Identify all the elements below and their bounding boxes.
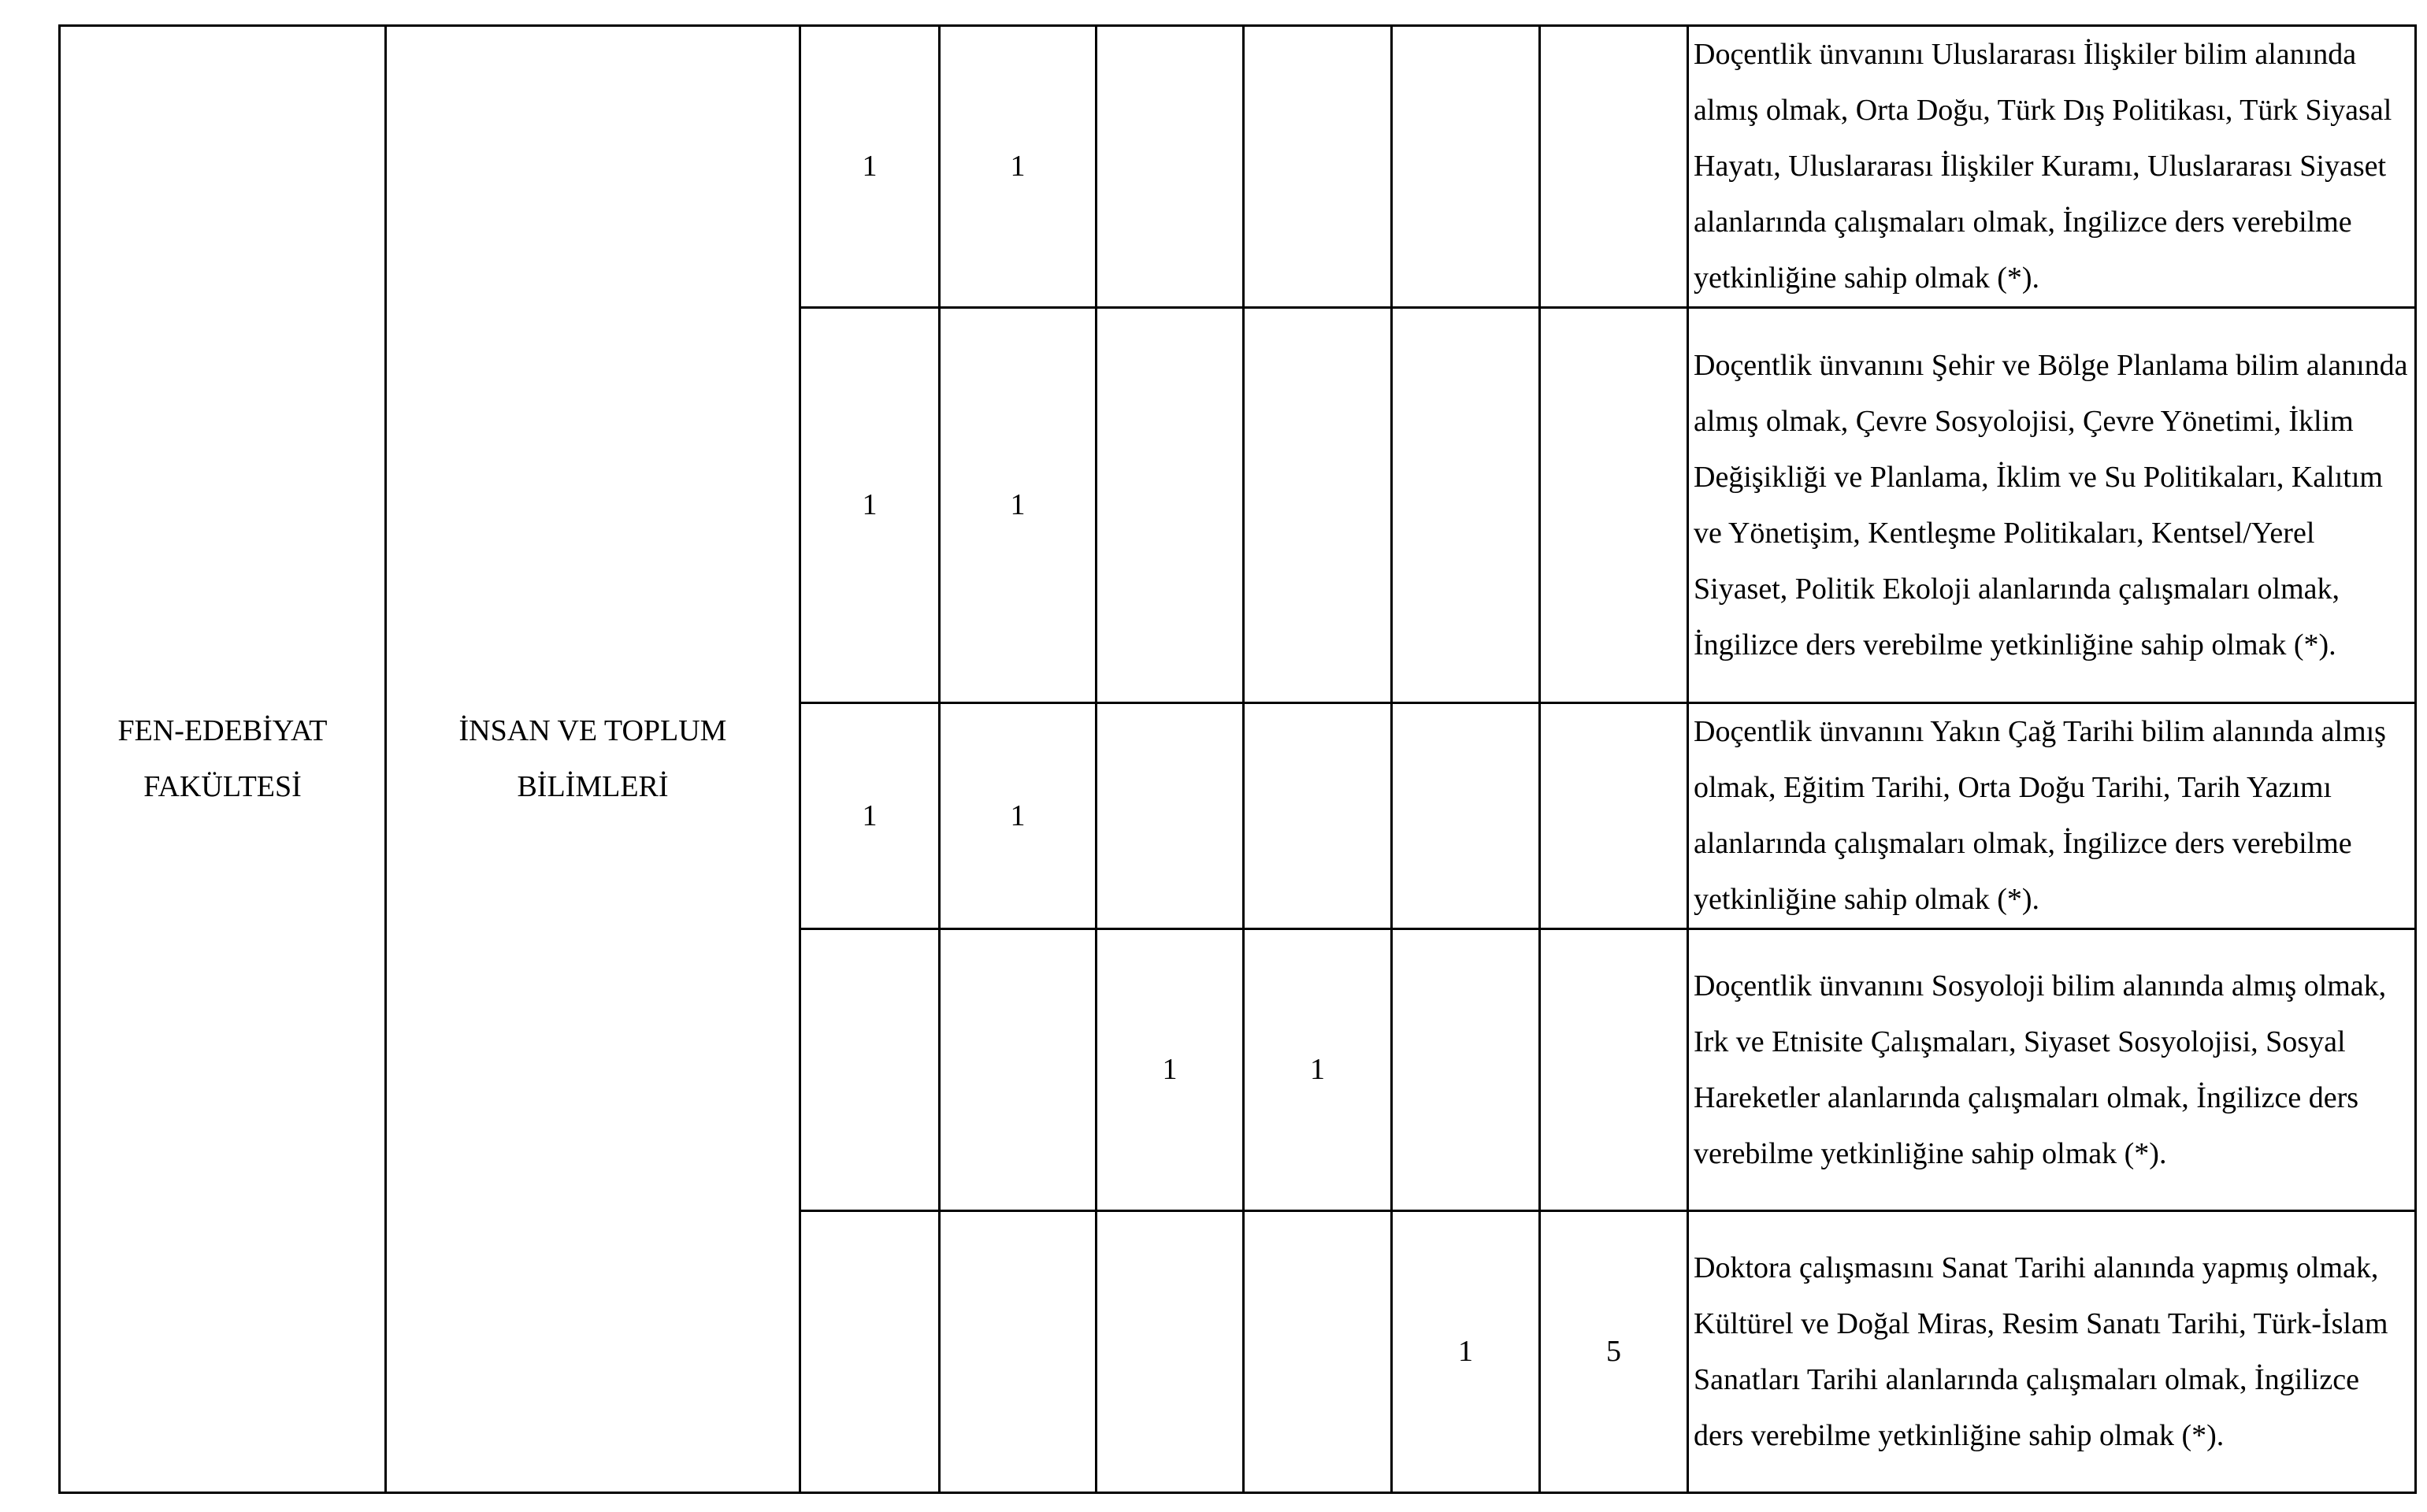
count-cell xyxy=(940,929,1097,1211)
count-cell xyxy=(1244,26,1392,308)
count-cell: 1 xyxy=(1392,1211,1540,1493)
count-cell xyxy=(1540,308,1688,703)
count-cell xyxy=(1097,26,1244,308)
department-name: İNSAN VE TOPLUM BİLİMLERİ xyxy=(458,714,727,803)
requirement-description: Doktora çalışmasını Sanat Tarihi alanında yapmış olmak, Kültürel ve Doğal Miras, Resim Sanatı Tarihi, Türk-İslam Sanatları Tarihi alanlarında çalışmaları olmak, İngilizce ders verebilme yetkinliğine sahip olmak (*). xyxy=(1688,1211,2416,1493)
count-cell xyxy=(1097,1211,1244,1493)
count-cell xyxy=(1540,929,1688,1211)
table-row xyxy=(60,26,2416,308)
count-cell: 1 xyxy=(1244,929,1392,1211)
positions-table xyxy=(58,24,2417,1494)
count-cell: 1 xyxy=(1097,929,1244,1211)
count-cell: 1 xyxy=(940,308,1097,703)
count-cell xyxy=(1392,929,1540,1211)
faculty-cell xyxy=(60,26,386,1493)
count-cell xyxy=(1244,1211,1392,1493)
count-cell: 1 xyxy=(800,703,940,929)
count-cell xyxy=(1392,703,1540,929)
count-cell: 5 xyxy=(1540,1211,1688,1493)
count-cell xyxy=(1540,26,1688,308)
requirement-description: Doçentlik ünvanını Şehir ve Bölge Planlama bilim alanında almış olmak, Çevre Sosyolojisi, Çevre Yönetimi, İklim Değişikliği ve Planlama, İklim ve Su Politikaları, Kalıtım ve Yönetişim, Kentleşme Politikaları, Kentsel/Yerel Siyaset, Politik Ekoloji alanlarında çalışmaları olmak, İngilizce ders verebilme yetkinliğine sahip olmak (*). xyxy=(1688,308,2416,703)
requirement-description: Doçentlik ünvanını Sosyoloji bilim alanında almış olmak, Irk ve Etnisite Çalışmaları, Siyaset Sosyolojisi, Sosyal Hareketler alanlarında çalışmaları olmak, İngilizce ders verebilme yetkinliğine sahip olmak (*). xyxy=(1688,929,2416,1211)
requirement-description: Doçentlik ünvanını Yakın Çağ Tarihi bilim alanında almış olmak, Eğitim Tarihi, Orta Doğu Tarihi, Tarih Yazımı alanlarında çalışmaları olmak, İngilizce ders verebilme yetkinliğine sahip olmak (*). xyxy=(1688,703,2416,929)
count-cell xyxy=(1392,308,1540,703)
count-cell xyxy=(1392,26,1540,308)
department-cell xyxy=(386,26,800,1493)
faculty-name: FEN-EDEBİYAT FAKÜLTESİ xyxy=(117,714,328,803)
count-cell xyxy=(1244,703,1392,929)
count-cell xyxy=(1244,308,1392,703)
count-cell xyxy=(1540,703,1688,929)
count-cell: 1 xyxy=(800,26,940,308)
count-cell xyxy=(800,1211,940,1493)
count-cell: 1 xyxy=(800,308,940,703)
count-cell: 1 xyxy=(940,703,1097,929)
count-cell xyxy=(800,929,940,1211)
count-cell xyxy=(1097,308,1244,703)
requirement-description: Doçentlik ünvanını Uluslararası İlişkiler bilim alanında almış olmak, Orta Doğu, Türk Dış Politikası, Türk Siyasal Hayatı, Uluslararası İlişkiler Kuramı, Uluslararası Siyaset alanlarında çalışmaları olmak, İngilizce ders verebilme yetkinliğine sahip olmak (*). xyxy=(1688,26,2416,308)
count-cell xyxy=(1097,703,1244,929)
count-cell: 1 xyxy=(940,26,1097,308)
count-cell xyxy=(940,1211,1097,1493)
